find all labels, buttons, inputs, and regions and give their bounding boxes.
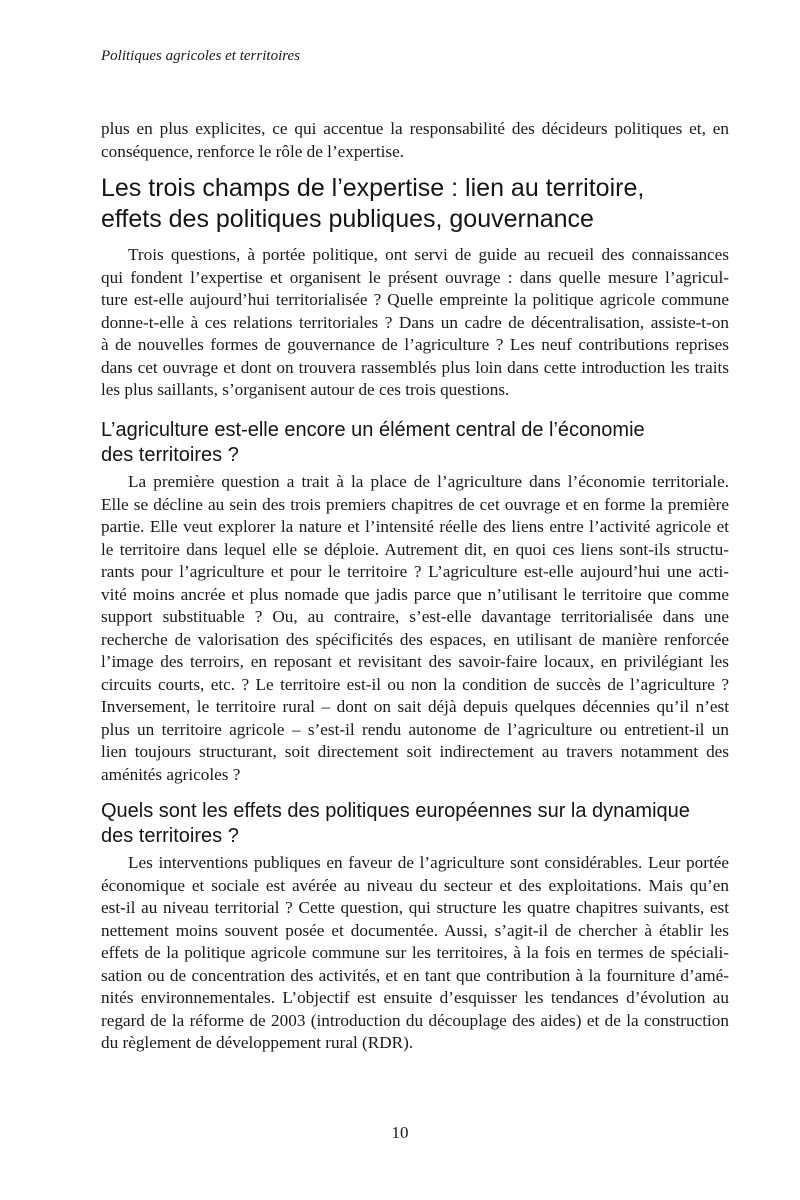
text-line: ture est-elle aujourd’hui territorialisée ? Quelle empreinte la politique agricole commune bbox=[101, 290, 729, 309]
text-line: donne-t-elle à ces relations territoriales ? Dans un cadre de décentralisation, assiste-t-on bbox=[101, 312, 729, 332]
text-line: recherche de valorisation des spécificités des espaces, en utilisant de manière renforcée bbox=[101, 629, 729, 649]
page-number: 10 bbox=[391, 1123, 409, 1142]
text-line: nettement moins souvent posée et documentée. Aussi, s’agit-il de chercher à établir les bbox=[101, 920, 729, 940]
heading-line: des territoires ? bbox=[101, 825, 239, 847]
text-line: le territoire dans lequel elle se déploie. Autrement dit, en quoi ces liens sont-ils structu- bbox=[101, 539, 729, 559]
running-head: Politiques agricoles et territoires bbox=[101, 48, 301, 64]
text-line: Les interventions publiques en faveur de l’agriculture sont considérables. Leur portée bbox=[128, 853, 729, 872]
text-line: économique et sociale est avérée au niveau du secteur et des exploitations. Mais qu’en bbox=[101, 875, 729, 895]
text-line: conséquence, renforce le rôle de l’expertise. bbox=[101, 141, 405, 161]
text-line: du règlement de développement rural (RDR). bbox=[101, 1033, 414, 1052]
subsection-paragraph-2 bbox=[101, 852, 729, 1055]
text-line: dans cet ouvrage et dont on trouvera rassemblés plus loin dans cette introduction les traits bbox=[101, 357, 729, 377]
text-line: aménités agricoles ? bbox=[101, 764, 241, 784]
text-line: support substituable ? Ou, au contraire, s’est-elle davantage territorialisée dans une bbox=[101, 607, 729, 626]
section-heading bbox=[101, 173, 729, 235]
text-line: sation ou de concentration des activités, et en tant que contribution à la fourniture d’amé- bbox=[101, 965, 729, 985]
text-line: circuits courts, etc. ? Le territoire est-il ou non la condition de succès de l’agriculture ? bbox=[101, 674, 729, 694]
text-line: plus un territoire agricole – s’est-il rendu autonome de l’agriculture ou entretient-il un bbox=[101, 719, 729, 739]
subsection-paragraph-1 bbox=[101, 471, 729, 786]
text-line: rants pour l’agriculture et pour le territoire ? L’agriculture est-elle aujourd’hui une acti- bbox=[101, 562, 729, 581]
text-line: les plus saillants, s’organisent autour de ces trois questions. bbox=[101, 380, 510, 399]
text-line: Trois questions, à portée politique, ont servi de guide au recueil des connaissances bbox=[128, 245, 729, 264]
text-line: partie. Elle veut explorer la nature et l’intensité réelle des liens entre l’activité agricole et bbox=[101, 517, 729, 536]
heading-line: L’agriculture est-elle encore un élément central de l’économie bbox=[101, 419, 645, 441]
text-line: nités environnementales. L’objectif est ensuite d’esquisser les tendances d’évolution au bbox=[101, 988, 729, 1007]
text-line: est-il au niveau territorial ? Cette question, qui structure les quatre chapitres suivants, est bbox=[101, 898, 729, 917]
text-line: La première question a trait à la place de l’agriculture dans l’économie territoriale. bbox=[128, 472, 729, 491]
text-line: Inversement, le territoire rural – dont on sait déjà depuis quelques décennies qu’il n’est bbox=[101, 697, 729, 716]
text-line: effets de la politique agricole commune sur les territoires, à la fois en termes de spéciali- bbox=[101, 943, 729, 962]
text-line: à de nouvelles formes de gouvernance de l’agriculture ? Les neuf contributions reprises bbox=[101, 335, 729, 354]
text-line: plus en plus explicites, ce qui accentue la responsabilité des décideurs politiques et, en bbox=[101, 119, 729, 138]
text-line: l’image des terroirs, en reposant et revisitant des savoir-faire locaux, en privilégiant les bbox=[101, 652, 729, 671]
heading-line: effets des politiques publiques, gouvernance bbox=[101, 205, 594, 233]
text-line: regard de la réforme de 2003 (introduction du découplage des aides) et de la construction bbox=[101, 1010, 729, 1030]
text-line: vité moins ancrée et plus nomade que jadis parce que n’utilisant le territoire que comme bbox=[101, 584, 729, 604]
subsection-heading-2 bbox=[101, 799, 729, 849]
intro-paragraph bbox=[101, 118, 729, 163]
heading-line: Quels sont les effets des politiques européennes sur la dynamique bbox=[101, 800, 690, 822]
text-line: qui fondent l’expertise et organisent le présent ouvrage : dans quelle mesure l’agricul- bbox=[101, 267, 729, 287]
section-paragraph bbox=[101, 244, 729, 402]
subsection-heading-1 bbox=[101, 418, 729, 468]
text-line: lien toujours structurant, soit directement soit indirectement au travers notamment des bbox=[101, 742, 729, 761]
heading-line: Les trois champs de l’expertise : lien au territoire, bbox=[101, 174, 645, 202]
heading-line: des territoires ? bbox=[101, 444, 239, 466]
text-line: Elle se décline au sein des trois premiers chapitres de cet ouvrage et en forme la première bbox=[101, 494, 729, 514]
